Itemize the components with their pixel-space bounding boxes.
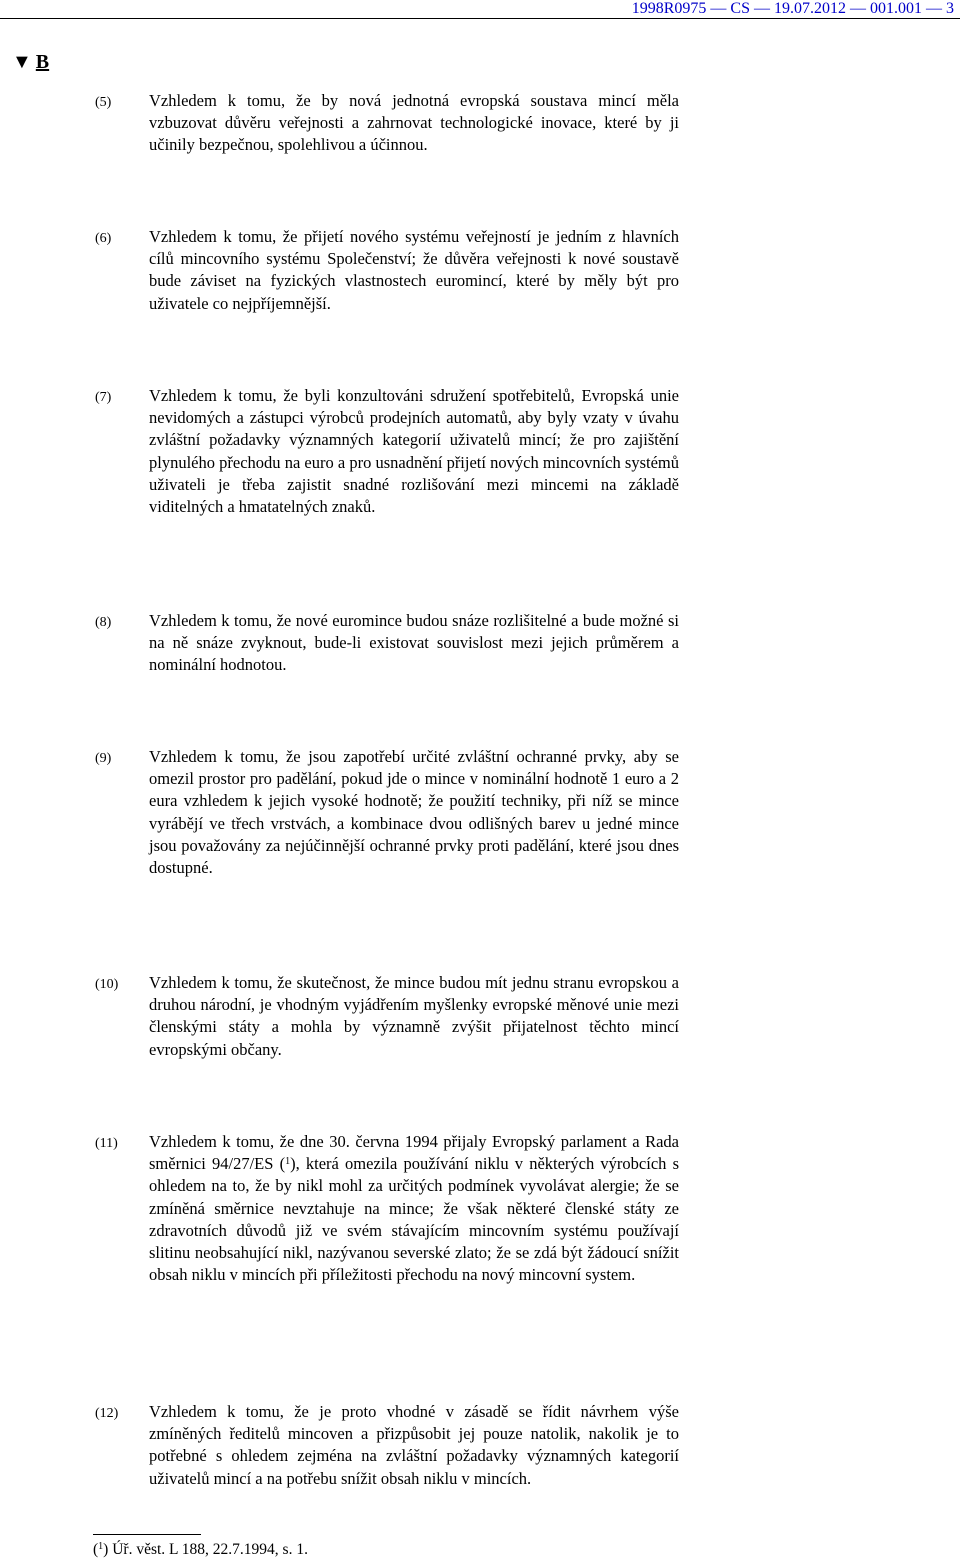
footnote-reference[interactable]: ($^1$) [279,1154,296,1174]
recital-number: (5) [95,95,112,110]
footnote-ref-number: 1 [285,1156,291,1168]
recital-number: (12) [95,1406,119,1421]
recital-text: Vzhledem k tomu, že skutečnost, že mince budou mít jednu stranu evropskou a druhou národní, je vhodným vyjádřením myšlenky evropské měnové unie mezi členskými státy a mohla by významně zvýšit přijatelnost těchto mincí evropskými občany. [149,973,679,1059]
recital-number: (10) [95,977,119,992]
footnote-mark: 1 [98,1541,104,1552]
footnote-text: Úř. věst. L 188, 22.7.1994, s. 1. [112,1541,308,1558]
marker-letter: B [35,51,50,73]
recital-text: Vzhledem k tomu, že je proto vhodné v zásadě se řídit návrhem výše zmíněných ředitelů mincoven a přizpůsobit jej pouze natolik, nakolik je to potřebné s ohledem zejména na zvláštní požadavky významných kategorií uživatelů mincí a na potřebu snížit obsah niklu v mincích. [149,1402,679,1488]
footnote: ($^1$) Úř. věst. L 188, 22.7.1994, s. 1. [93,1541,308,1558]
recital-text-part: , která omezila používání niklu v některých výrobcích s ohledem na to, že by nikl mohl za určitých podmínek vyvolávat alergie; že se zmíněná směrnice nevztahuje na mince; že však některé členské státy ze zdravotních důvodů již ve svém stávajícím mincovním systému používají slitinu neobsahující nikl, nazývanou severské zlato; že se zdá být žádoucí snížit obsah niklu v mincích při příležitosti přechodu na nový mincovní system. [149,1154,679,1285]
recital-number: (7) [95,390,112,405]
recital-text: Vzhledem k tomu, že by nová jednotná evropská soustava mincí měla vzbuzovat důvěru veřejnosti a zahrnovat technologické inovace, které by ji učinily bezpečnou, spolehlivou a účinnou. [149,91,679,155]
recital-number: (11) [95,1136,118,1151]
triangle-down-icon: ▼ [12,51,32,73]
running-header [0,0,960,19]
recital-text [149,1131,679,1286]
footnote-divider [93,1534,201,1535]
recital-number: (6) [95,231,112,246]
recital-text: Vzhledem k tomu, že nové euromince budou snáze rozlišitelné a bude možné si na ně snáze zvyknout, bude-li existovat souvislost mezi jejich průměrem a nominální hodnotou. [149,611,679,675]
recital-number: (8) [95,615,112,630]
amendment-marker [12,50,49,74]
recital-text: Vzhledem k tomu, že byli konzultováni sdružení spotřebitelů, Evropská unie nevidomých a zástupci výrobců prodejních automatů, aby byly vzaty v úvahu zvláštní požadavky významných kategorií uživatelů mincí; že pro zajištění plynulého přechodu na euro a pro usnadnění přijetí nových mincovních systémů uživateli je třeba zajistit snadné rozlišování mezi mincemi na základě viditelných a hmatatelných znaků. [149,386,679,517]
recital-text-part: Vzhledem k tomu, že dne 30. června 1994 přijaly Evropský parlament a Rada směrnici 94/27/ES [149,1132,679,1174]
recital-number: (9) [95,751,112,766]
recital-text: Vzhledem k tomu, že jsou zapotřebí určité zvláštní ochranné prvky, aby se omezil prostor pro padělání, pokud jde o mince v nominální hodnotě 1 euro a 2 eura vzhledem k jejich vysoké hodnotě; že použití techniky, při níž se mince vyrábějí ve třech vrstvách, a kombinace dvou odlišných barev u jedné mince jsou považovány za nejúčinnější ochranné prvky proti padělání, které jsou dnes dostupné. [149,747,679,878]
recital-text: Vzhledem k tomu, že přijetí nového systému veřejností je jedním z hlavních cílů mincovního systému Společenství; že důvěra veřejnosti k nové soustavě bude záviset na fyzických vlastnostech euromincí, které by měly být pro uživatele co nejpříjemnější. [149,227,679,313]
running-head-text: 1998R0975 — CS — 19.07.2012 — 001.001 — 3 [631,0,954,17]
